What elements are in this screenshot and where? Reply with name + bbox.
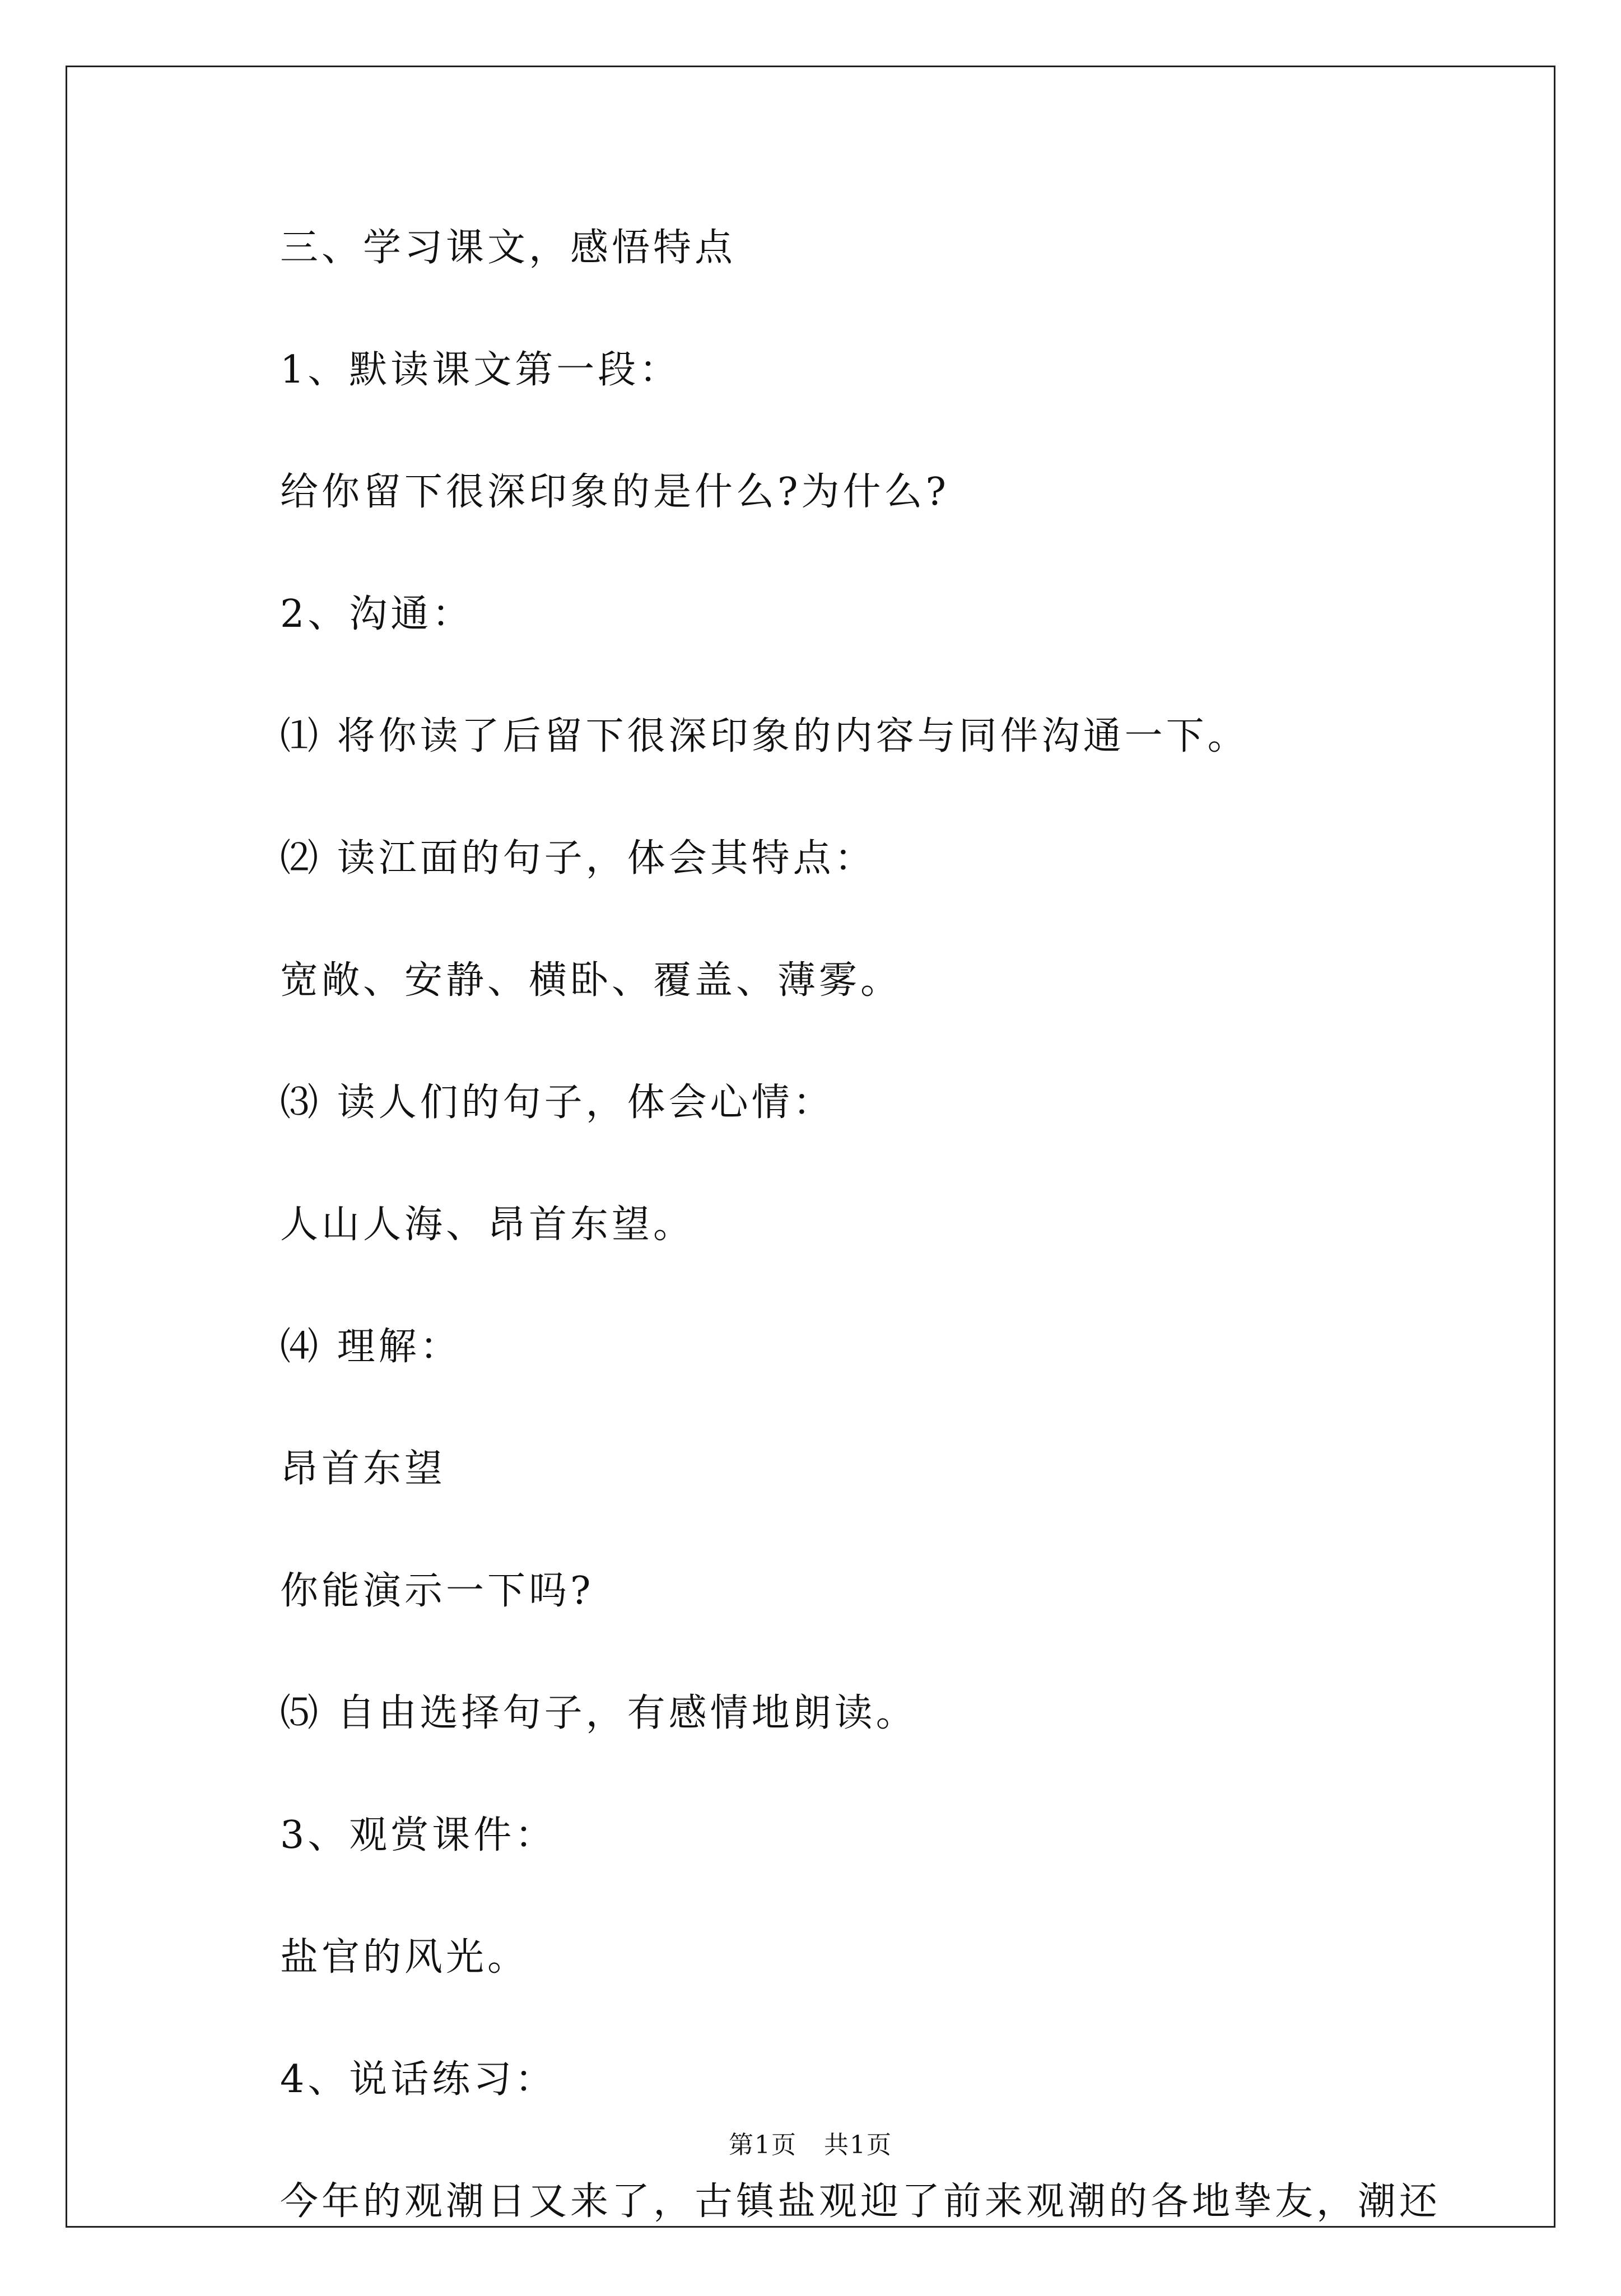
paragraph-line: 你能演示一下吗? [280, 1569, 594, 1613]
page-number-total: 共1页 [824, 2131, 892, 2159]
document-body [280, 220, 1484, 2296]
paragraph-line: ⑴ 将你读了后留下很深印象的内容与同伴沟通一下。 [280, 714, 1249, 758]
paragraph-line: ⑷ 理解： [280, 1325, 462, 1369]
paragraph-line: 人山人海、昂首东望。 [280, 1203, 695, 1247]
paragraph-line: ⑶ 读人们的句子，体会心情： [280, 1081, 835, 1125]
paragraph-line: 1、默读课文第一段： [280, 348, 681, 392]
paragraph-line: 给你留下很深印象的是什么?为什么? [280, 470, 949, 514]
paragraph-line: 宽敞、安静、横卧、覆盖、薄雾。 [280, 958, 902, 1003]
paragraph-line: ⑸ 自由选择句子，有感情地朗读。 [280, 1691, 917, 1735]
paragraph-line: 2、沟通： [280, 592, 474, 636]
section-heading: 三、学习课文，感悟特点 [280, 226, 737, 270]
paragraph-line: 昂首东望 [280, 1447, 446, 1491]
paragraph-line: 盐官的风光。 [280, 1935, 529, 1980]
paragraph-line: 今年的观潮日又来了，古镇盐观迎了前来观潮的各地挚友，潮还 [280, 2179, 1441, 2224]
paragraph-line: ⑵ 读江面的句子，体会其特点： [280, 836, 876, 881]
page-number-current: 第1页 [729, 2131, 797, 2159]
paragraph-line: 3、观赏课件： [280, 1813, 557, 1857]
paragraph-line: 4、说话练习： [280, 2057, 557, 2102]
page-footer [0, 2129, 1621, 2162]
